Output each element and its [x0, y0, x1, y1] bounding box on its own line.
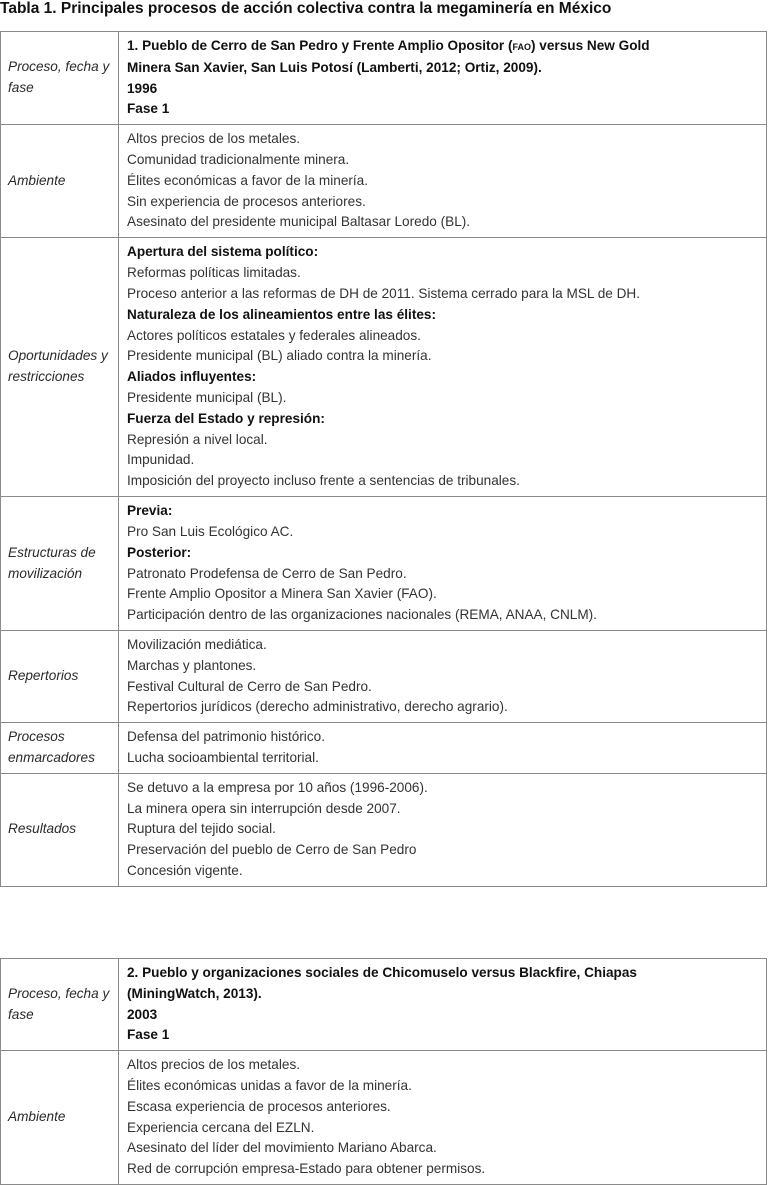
row-content: Movilización mediática. Marchas y plantones. Festival Cultural de Cerro de San Pedro. Repertorios jurídicos (derecho administrativo, derecho agrario). — [119, 630, 767, 722]
row-content: Altos precios de los metales. Élites económicas unidas a favor de la minería. Escasa experiencia de procesos anteriores. Experiencia cercana del EZLN. Asesinato del líder del movimiento Mariano Abarca. Red de corrupción empresa-Estado para obtener permisos. — [119, 1051, 767, 1185]
row-label: Oportunidades y restricciones — [1, 238, 119, 497]
row-label: Resultados — [1, 773, 119, 886]
table-row — [1, 723, 767, 774]
row-content: 1. Pueblo de Cerro de San Pedro y Frente Amplio Opositor (FAO) versus New Gold Minera San Xavier, San Luis Potosí (Lamberti, 2012; Ortiz, 2009). 1996 Fase 1 — [119, 32, 767, 125]
table-row — [1, 773, 767, 886]
table-row — [1, 125, 767, 238]
table-row — [1, 238, 767, 497]
row-content: Apertura del sistema político: Reformas políticas limitadas. Proceso anterior a las reformas de DH de 2011. Sistema cerrado para la MSL de DH. Naturaleza de los alineamientos entre las élites: Actores políticos estatales y federales alineados. Presidente municipal (BL) aliado contra la minería. Aliados influyentes: Presidente municipal (BL). Fuerza del Estado y represión: Represión a nivel local. Impunidad. Imposición del proyecto incluso frente a sentencias de tribunales. — [119, 238, 767, 497]
table-title: Tabla 1. Principales procesos de acción colectiva contra la megaminería en México — [0, 0, 612, 17]
row-label: Repertorios — [1, 630, 119, 722]
table-row — [1, 959, 767, 1051]
row-label: Ambiente — [1, 1051, 119, 1185]
row-label: Procesos enmarcadores — [1, 723, 119, 774]
table-row — [1, 32, 767, 125]
row-label: Estructuras de movilización — [1, 497, 119, 631]
row-content: 2. Pueblo y organizaciones sociales de Chicomuselo versus Blackfire, Chiapas (MiningWatch, 2013). 2003 Fase 1 — [119, 959, 767, 1051]
table-row — [1, 497, 767, 631]
row-content: Se detuvo a la empresa por 10 años (1996-2006). La minera opera sin interrupción desde 2007. Ruptura del tejido social. Preservación del pueblo de Cerro de San Pedro Concesión vigente. — [119, 773, 767, 886]
table-row — [1, 1051, 767, 1185]
table-row — [1, 630, 767, 722]
row-label: Ambiente — [1, 125, 119, 238]
row-label: Proceso, fecha y fase — [1, 32, 119, 125]
row-content: Altos precios de los metales. Comunidad tradicionalmente minera. Élites económicas a favor de la minería. Sin experiencia de procesos anteriores. Asesinato del presidente municipal Baltasar Loredo (BL). — [119, 125, 767, 238]
table-case-2 — [0, 958, 767, 1185]
row-content: Defensa del patrimonio histórico. Lucha socioambiental territorial. — [119, 723, 767, 774]
row-content: Previa: Pro San Luis Ecológico AC. Posterior: Patronato Prodefensa de Cerro de San Pedro. Frente Amplio Opositor a Minera San Xavier (FAO). Participación dentro de las organizaciones nacionales (REMA, ANAA, CNLM). — [119, 497, 767, 631]
row-label: Proceso, fecha y fase — [1, 959, 119, 1051]
table-case-1 — [0, 31, 767, 887]
